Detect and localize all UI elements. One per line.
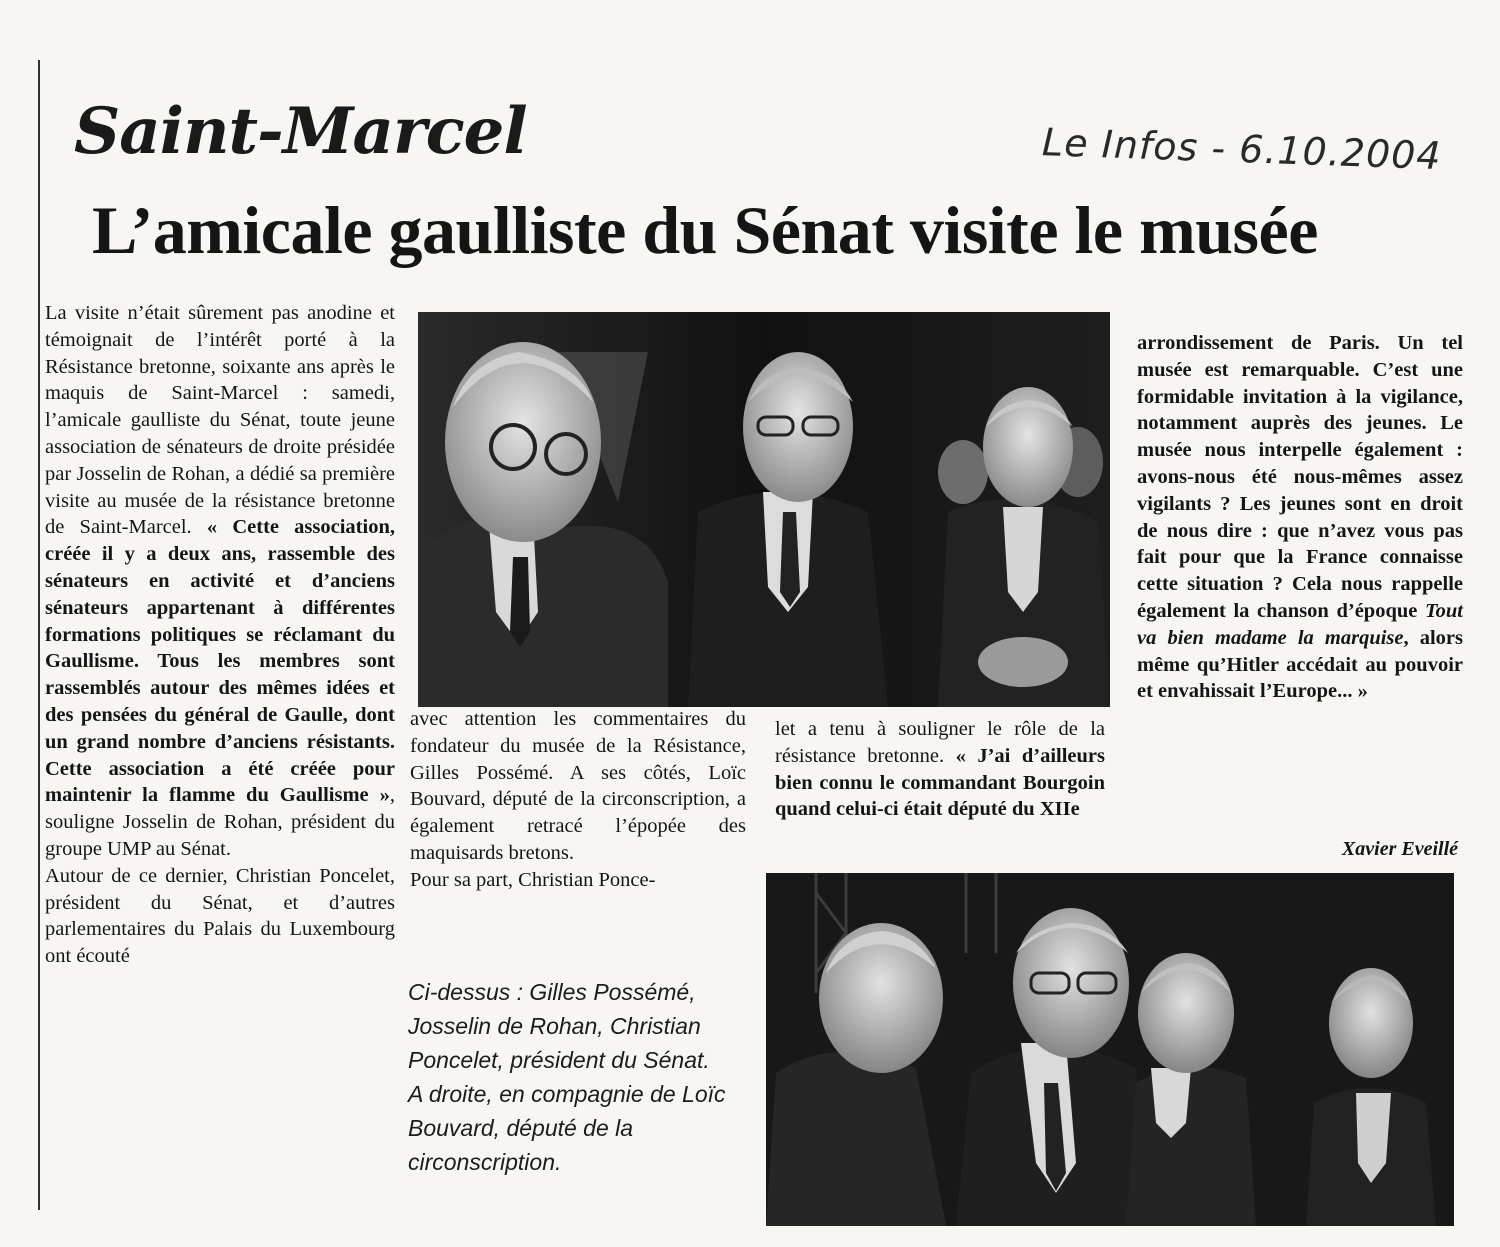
article-paragraph (1137, 330, 1463, 705)
quote-text: « Cette association, créée il y a deux ans, rassemble des sénateurs en activité et d’anciens sénateurs appartenant à différentes formations politiques se réclamant du Gaullisme. Tous les membres sont rassemblés autour des mêmes idées et des pensées du général de Gaulle, dont un grand nombre d’anciens résistants. Cette association a été créée pour maintenir la flamme du Gaullisme » (45, 516, 395, 807)
article-paragraph (775, 716, 1105, 823)
quote-text: arrondissement de Paris. Un tel musée est remarquable. C’est une formidable invitation à la vigilance, notamment auprès des jeunes. Le musée nous interpelle également : avons-nous été nous-mêmes assez vigilants ? Les jeunes sont en droit de nous dire : que n’avez vous pas fait pour que la France connaisse cette situation ? Cela nous rappelle également la chanson d’époque (1137, 332, 1463, 622)
attribution-text: , souligne Josselin de Rohan, président du groupe UMP au Sénat. (45, 784, 395, 860)
article-column-1 (45, 300, 395, 970)
section-kicker: Saint-Marcel (74, 94, 527, 169)
caption-line: A droite, en compagnie de Loïc Bouvard, député de la circonscription. (408, 1081, 726, 1175)
article-paragraph: avec attention les commentaires du fondateur du musée de la Résistance, Gilles Possémé. A ses côtés, Loïc Bouvard, député de la circonscription, a également retracé l’épopée des maquisards bretons. (410, 708, 746, 864)
headline: L’amicale gaulliste du Sénat visite le musée (92, 192, 1318, 268)
article-paragraph: Autour de ce dernier, Christian Poncelet, président du Sénat, et d’autres parlementaires du Palais du Luxembourg ont écouté (45, 864, 395, 968)
column-rule (38, 60, 40, 1210)
caption-line: Ci-dessus : Gilles Possémé, Josselin de Rohan, Christian Poncelet, président du Sénat. (408, 979, 710, 1073)
article-paragraph: Pour sa part, Christian Ponce- (410, 868, 656, 891)
article-column-4 (1137, 330, 1463, 705)
song-title: Tout va bien madame la marquise (1137, 599, 1464, 649)
quote-text: , alors même qu’Hitler accédait au pouvoir et envahissait l’Europe... » (1137, 626, 1464, 703)
photo-caption (408, 975, 748, 1179)
author-byline: Xavier Eveillé (1341, 838, 1458, 860)
handwritten-annotation: Le Infos - 6.10.2004 (1041, 120, 1443, 179)
body-text: let a tenu à souligner le rôle de la résistance bretonne. (775, 718, 1105, 767)
photo-bottom (766, 873, 1454, 1226)
article-column-2 (410, 706, 746, 894)
quote-text: « J’ai d’ailleurs bien connu le commandant Bourgoin quand celui-ci était député du XIIe (775, 744, 1105, 821)
intro-text: La visite n’était sûrement pas anodine et témoignait de l’intérêt porté à la Résistance bretonne, soixante ans après le maquis de Saint-Marcel : samedi, l’amicale gaulliste du Sénat, toute jeune association de sénateurs de droite présidée par Josselin de Rohan, a dédié sa première visite au musée de la résistance bretonne de Saint-Marcel. (45, 302, 395, 539)
article-column-3 (775, 716, 1105, 823)
article-paragraph (45, 300, 395, 863)
photo-top (418, 312, 1110, 707)
